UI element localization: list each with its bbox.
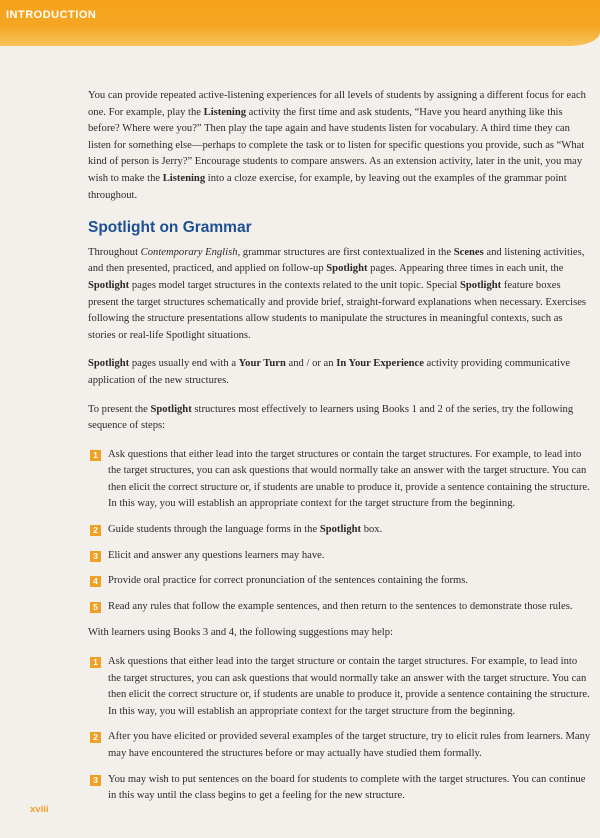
text-run: structures most effectively to learners using Books 1 and 2 of the series, try the following sequence of steps:	[88, 403, 574, 432]
text-run: Provide oral practice for correct pronunciation of the sentences containing the forms.	[108, 575, 469, 587]
step-text	[108, 656, 590, 717]
text-run: Throughout	[88, 246, 141, 258]
text-run: activity providing communicative application of the new structures.	[88, 358, 571, 386]
text-run: Ask questions that either lead into the target structure or contain the target structures. For example, to lead into the target structures, you can ask questions that would normally take an answer with the target structure. You can then elicit the correct structure or, if students are unable to produce it, provide a sentence containing the structure. In this way, you will establish an appropriate context for the target structure from the beginning.	[108, 656, 590, 717]
section-heading: Spotlight on Grammar	[88, 219, 252, 237]
bold-term: Spotlight	[88, 279, 130, 291]
step-number-badge: 2	[90, 732, 101, 743]
step-text	[108, 774, 585, 802]
spotlight-paragraph-1	[88, 245, 592, 345]
step-text	[108, 550, 325, 561]
header-band	[0, 0, 600, 46]
step-item	[88, 522, 592, 539]
page-number: xviii	[30, 804, 49, 815]
step-item	[88, 447, 592, 513]
step-number-badge: 2	[90, 525, 101, 536]
italic-term: Contemporary English	[140, 246, 238, 258]
text-run: box.	[361, 524, 383, 536]
bold-term: In Your Experience	[336, 358, 424, 370]
bold-term: Spotlight	[319, 524, 362, 536]
text-run: After you have elicited or provided several examples of the target structure, try to elicit rules from learners. Many may have encountered the structures before or may actually have studied them formally.	[108, 731, 591, 759]
step-number-badge: 3	[90, 551, 101, 562]
text-run: Elicit and answer any questions learners may have.	[108, 549, 325, 561]
bold-term: Listening	[203, 106, 247, 118]
step-number-badge: 4	[90, 576, 101, 587]
bold-term: Your Turn	[238, 358, 286, 370]
text-run: , grammar structures are first contextualized in the	[237, 246, 454, 258]
step-text	[108, 601, 573, 612]
text-run: into a cloze exercise, for example, by leaving out the examples of the grammar point throughout.	[88, 172, 567, 201]
bold-term: Spotlight	[88, 358, 130, 370]
text-run: pages. Appearing three times in each unit, the	[367, 263, 564, 275]
text-run: You can provide repeated active-listening experiences for all levels of students by assigning a different focus for each one. For example, play the	[88, 90, 586, 118]
text-run: Read any rules that follow the example sentences, and then return to the sentences to demonstrate those rules.	[108, 600, 573, 612]
bold-term: Scenes	[453, 246, 484, 258]
bold-term: Listening	[162, 172, 206, 184]
text-run: activity the first time and ask students, “Have you heard anything like this before? Where were you?” Then play the tape again and have students listen for vocabulary. A third time they can listen for something else—perhaps to complete the task or to listen for specific questions you provide, such as “What kind of person is Jerry?” Encourage students to compare answers. As an extension activity, later in the unit, you may wish to make the	[88, 106, 585, 184]
step-item	[88, 654, 592, 720]
step-item	[88, 548, 592, 565]
text-run: You may wish to put sentences on the board for students to complete with the target structures. You can continue in this way until the class begins to get a feeling for the new structure.	[108, 773, 586, 802]
page-content	[88, 88, 592, 815]
text-run: and listening activities, and then presented, practiced, and applied on follow-up	[88, 246, 585, 275]
step-item	[88, 573, 592, 590]
step-text	[108, 575, 468, 586]
step-text	[108, 449, 590, 510]
text-run: and / or an	[285, 358, 337, 370]
text-run: Guide students through the language forms in the	[108, 524, 320, 536]
bold-term: Spotlight	[459, 279, 502, 291]
spotlight-paragraph-4	[88, 625, 592, 642]
step-item	[88, 599, 592, 616]
steps-list-books-3-4	[88, 654, 592, 805]
text-run: To present the	[88, 403, 151, 415]
intro-paragraph	[88, 88, 592, 204]
step-number-badge: 1	[90, 657, 101, 668]
bold-term: Spotlight	[326, 263, 368, 275]
spotlight-paragraph-3	[88, 402, 592, 435]
page-header-title: INTRODUCTION	[6, 9, 97, 21]
bold-term: Spotlight	[150, 403, 192, 415]
step-number-badge: 3	[90, 775, 101, 786]
step-number-badge: 1	[90, 450, 101, 461]
text-run: feature boxes present the target structures schematically and provide brief, straight-forward explanations when necessary. Exercises following the structure presentations allow students to manipulate the structures in meaningful contexts, such as stories or real-life Spotlight situations.	[88, 279, 587, 341]
text-run: Ask questions that either lead into the target structures or contain the target structures. For example, to lead into the target structures, you can ask questions that would normally take an answer with the target structure. You can then elicit the correct structure or, if students are unable to produce it, provide a sentence containing the structure. In this way, you will establish an appropriate context for the target structure from the beginning.	[108, 448, 590, 510]
text-run: pages model target structures in the contexts related to the unit topic. Special	[129, 279, 460, 291]
step-item	[88, 729, 592, 762]
steps-list-books-1-2	[88, 447, 592, 616]
spotlight-paragraph-2	[88, 356, 592, 389]
step-item	[88, 772, 592, 805]
step-number-badge: 5	[90, 602, 101, 613]
step-text	[108, 524, 382, 535]
text-run: pages usually end with a	[129, 358, 239, 370]
step-text	[108, 731, 590, 759]
text-run: With learners using Books 3 and 4, the following suggestions may help:	[88, 627, 393, 639]
